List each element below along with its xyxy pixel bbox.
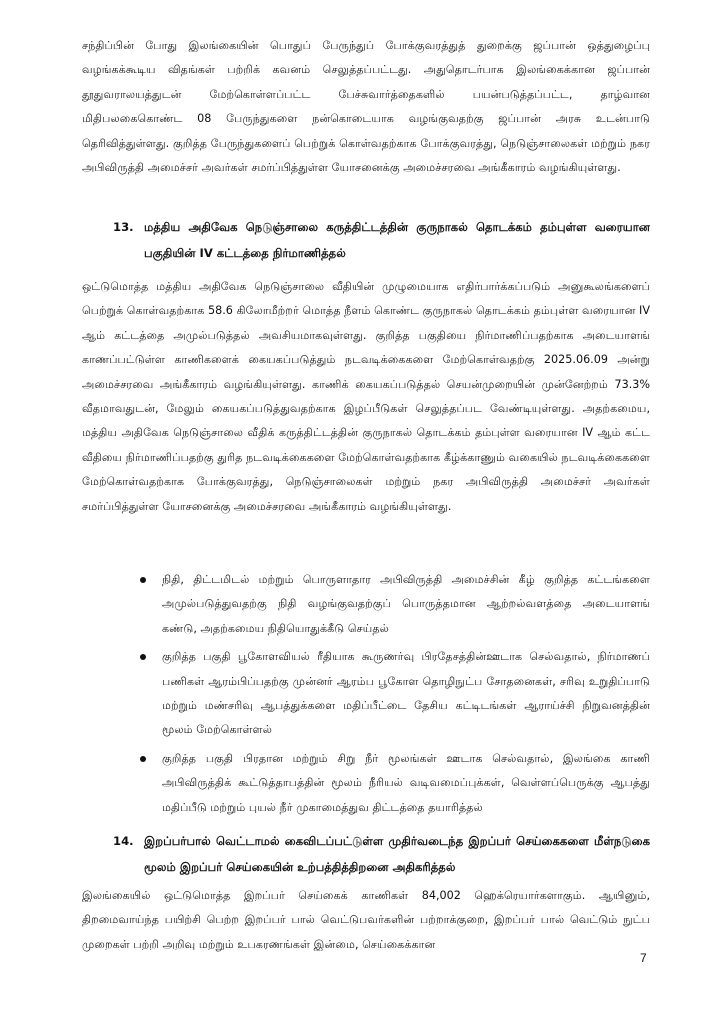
section-13-title: மத்திய அதிவேக நெடுஞ்சாலை கருத்திட்டத்தின் குருநாகல் தொடக்கம் தம்புள்ள வரையான பகுதியின் IV கட்டத்தை நிர்மாணித்தல் (144, 220, 650, 260)
section-13-number: 13. (113, 220, 134, 234)
bullet-icon (140, 577, 146, 583)
section-13-heading (113, 214, 650, 266)
section-14-number: 14. (113, 834, 134, 848)
bullet-item (138, 747, 650, 820)
bullet-item (138, 568, 650, 641)
section-14-paragraph: இலங்கையில் ஒட்டுமொத்த இறப்பர் செய்கைக் காணிகள் 84,002 ஹெக்ரெயார்களாகும். ஆயினும், திறமைவாய்ந்த பயிற்சி பெற்ற இறப்பர் பால் வெட்டுபவர்களின் பற்றாக்குறை, இறப்பர் பால் வெட்டும் நுட்ப முறைகள் பற்றி அறிவு மற்றும் உபகரணங்கள் இன்மை, செய்கைக்கான (82, 889, 650, 951)
section-14-heading (113, 828, 650, 880)
section-14-title: இறப்பர்பால் வெட்டாமல் கைவிடப்பட்டுள்ள முதிர்வடைந்த இறப்பர் செய்கைகளை மீள்நடுகை மூலம் இறப்பர் செய்கையின் உற்பத்தித்திறனை அதிகரித்தல் (144, 834, 650, 874)
bullet-icon (140, 756, 146, 762)
bullet-text: நிதி, திட்டமிடல் மற்றும் பொருளாதார அபிவிருத்தி அமைச்சின் கீழ் குறித்த கட்டங்களை அமுல்படுத்துவதற்கு நிதி வழங்குவதற்குப் பொருத்தமான ஆற்றல்வளத்தை அடையாளங் கண்டு, அதற்கமைய நிதியொதுக்கீடு செய்தல் (162, 573, 650, 635)
bullet-text: குறித்த பகுதி பூகோளவியல் ரீதியாக கூருணர்வு பிரதேசத்தின்ஊடாக செல்வதால், நிர்மாணப் பணிகள் ஆரம்பிப்பதற்கு முன்னர் ஆரம்ப பூகோள தொழிநுட்ப சோதனைகள், சரிவு உறுதிப்பாடு மற்றும் மண்சரிவு ஆபத்துக்களை மதிப்பீட்டை தேசிய கட்டிடங்கள் ஆராய்ச்சி நிறுவனத்தின் மூலம் மேற்கொள்ளல் (162, 650, 650, 737)
section-13-paragraph: ஒட்டுமொத்த மத்திய அதிவேக நெடுஞ்சாலை வீதியின் முழுமையாக எதிர்பார்க்கப்படும் அனுகூலங்களைப் பெற்றுக் கொள்வதற்காக 58.6 கிலோமீற்றர் மொத்த நீளம் கொண்ட குருநாகல் தொடக்கம் தம்புள்ள வரையான IV ஆம் கட்டத்தை அமுல்படுத்தல் அவசியமாகவுள்ளது. குறித்த பகுதியை நிர்மாணிப்பதற்காக அடையாளங் காணப்பட்டுள்ள காணிகளைக் கையகப்படுத்தும் நடவடிக்கைகளை மேற்கொள்வதற்கு 2025.06.09 அன்று அமைச்சரவை அங்கீகாரம் வழங்கியுள்ளது. காணிக் கையகப்படுத்தல் செயன்முறையின் முன்னேற்றம் 73.3% வீதமாவதுடன், மேலும் கையகப்படுத்துவதற்காக இழப்பீடுகள் செலுத்தப்பட வேண்டியுள்ளது. அதற்கமைய, மத்திய அதிவேக நெடுஞ்சாலை வீதிக் கருத்திட்டத்தின் குருநாகல் தொடக்கம் தம்புள்ள வரையான IV ஆம் கட்ட வீதியை நிர்மாணிப்பதற்கு துரித நடவடிக்கைகளை மேற்கொள்வதற்காக கீழ்க்காணும் வகையில் நடவடிக்கைகளை மேற்கொள்வதற்காக போக்குவரத்து, நெடுஞ்சாலைகள் மற்றும் நகர அபிவிருத்தி அமைச்சர் அவர்கள் சமர்ப்பித்துள்ள யோசனைக்கு அமைச்சரவை அங்கீகாரம் வழங்கியுள்ளது. (82, 280, 650, 513)
bullet-text: குறித்த பகுதி பிரதான மற்றும் சிறு நீர் மூலங்கள் ஊடாக செல்வதால், இலங்கை காணி அபிவிருத்திக் கூட்டுத்தாபத்தின் மூலம் நீரியல் வடிவமைப்புக்கள், வெள்ளப்பெருக்கு ஆபத்து மதிப்பீடு மற்றும் புயல் நீர் முகாமைத்துவ திட்டத்தை தயாரித்தல் (162, 751, 650, 814)
bullet-icon (140, 654, 146, 660)
intro-paragraph: சந்திப்பின் போது இலங்கையின் பொதுப் பேருந்துப் போக்குவரத்துத் துறைக்கு ஜப்பான் ஒத்துழைப்பு வழங்கக்கூடிய விதங்கள் பற்றிக் கவனம் செலுத்தப்பட்டது. அதுதொடர்பாக இலங்கைக்கான ஜப்பான் தூதுவராலயத்துடன் மேற்கொள்ளப்பட்ட பேச்சுவார்த்தைகளில் பயன்படுத்தப்பட்ட, தாழ்வான மிதிபலகைகொண்ட 08 பேருந்துகளை நன்கொடையாக வழங்குவதற்கு ஜப்பான் அரசு உடன்பாடு தெரிவித்துள்ளது. குறித்த பேருந்துகளைப் பெற்றுக் கொள்வதற்காக போக்குவரத்து, நெடுஞ்சாலைகள் மற்றும் நகர அபிவிருத்தி அமைச்சர் அவர்கள் சமர்ப்பித்துள்ள யோசனைக்கு அமைச்சரவை அங்கீகாரம் வழங்கியுள்ளது. (82, 39, 650, 175)
section-13-bullet-list (138, 568, 650, 824)
bullet-item (138, 645, 650, 743)
page-number: 7 (640, 951, 647, 965)
